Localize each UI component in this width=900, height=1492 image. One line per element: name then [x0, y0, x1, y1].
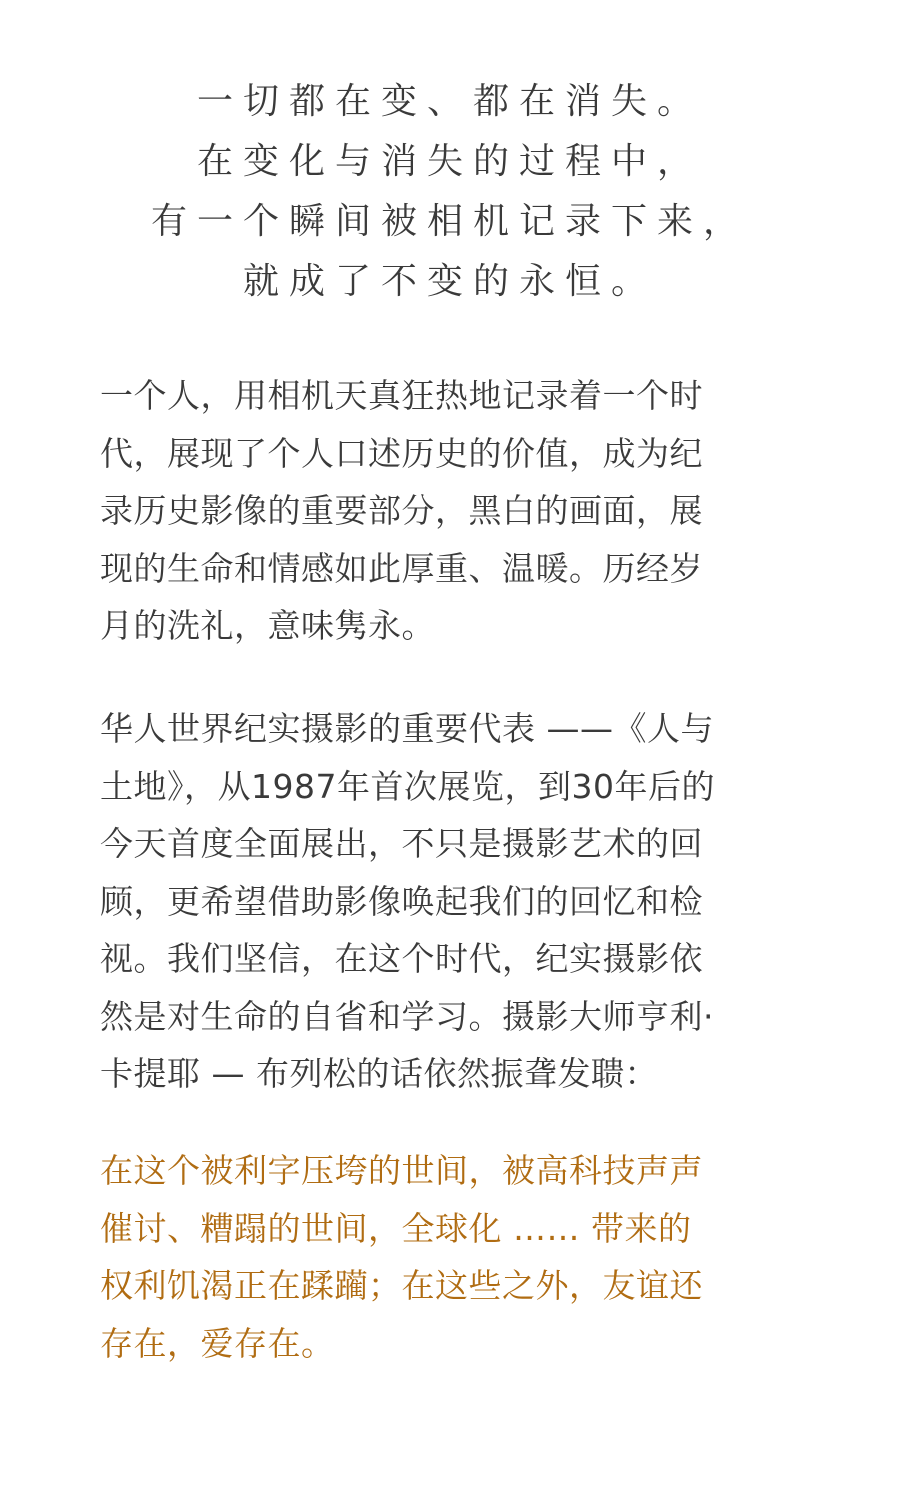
paragraph-line: 视。我们坚信，在这个时代，纪实摄影依 — [100, 939, 703, 978]
paragraph-line: 代，展现了个人口述历史的价值，成为纪 — [100, 433, 703, 473]
poem-line: 在变化与消失的过程中， — [196, 141, 703, 182]
paragraph-line: 华人世界纪实摄影的重要代表 ——《人与 — [100, 709, 714, 748]
paragraph-line: 录历史影像的重要部分，黑白的画面，展 — [100, 491, 703, 530]
paragraph-line: 现的生命和情感如此厚重、温暖。历经岁 — [100, 548, 703, 588]
paragraph-line: 然是对生命的自省和学习。摄影大师亨利· — [100, 996, 714, 1036]
paragraph-line: 一个人，用相机天真狂热地记录着一个时 — [100, 376, 703, 415]
poem-line: 就成了不变的永恒。 — [242, 261, 657, 302]
quote-line: 权利饥渴正在蹂躏；在这些之外，友谊还 — [100, 1266, 703, 1305]
poem-line: 一切都在变、都在消失。 — [196, 81, 703, 122]
highlighted-quote — [100, 1142, 800, 1372]
poem-line: 有一个瞬间被相机记录下来， — [150, 201, 749, 242]
paragraph-line: 顾，更希望借助影像唤起我们的回忆和检 — [100, 881, 703, 921]
paragraph-line: 月的洗礼，意味隽永。 — [100, 606, 435, 645]
exhibition-paragraph — [100, 700, 800, 1103]
poem — [0, 72, 900, 312]
quote-line: 催讨、糟蹋的世间，全球化 …… 带来的 — [100, 1208, 692, 1248]
quote-line: 存在，爱存在。 — [100, 1323, 335, 1363]
paragraph-line: 土地》，从1987年首次展览，到30年后的 — [100, 766, 715, 806]
intro-paragraph — [100, 367, 800, 655]
paragraph-line: 卡提耶 — 布列松的话依然振聋发聩： — [100, 1054, 658, 1093]
quote-line: 在这个被利字压垮的世间，被高科技声声 — [100, 1151, 703, 1190]
paragraph-line: 今天首度全面展出，不只是摄影艺术的回 — [100, 824, 703, 863]
